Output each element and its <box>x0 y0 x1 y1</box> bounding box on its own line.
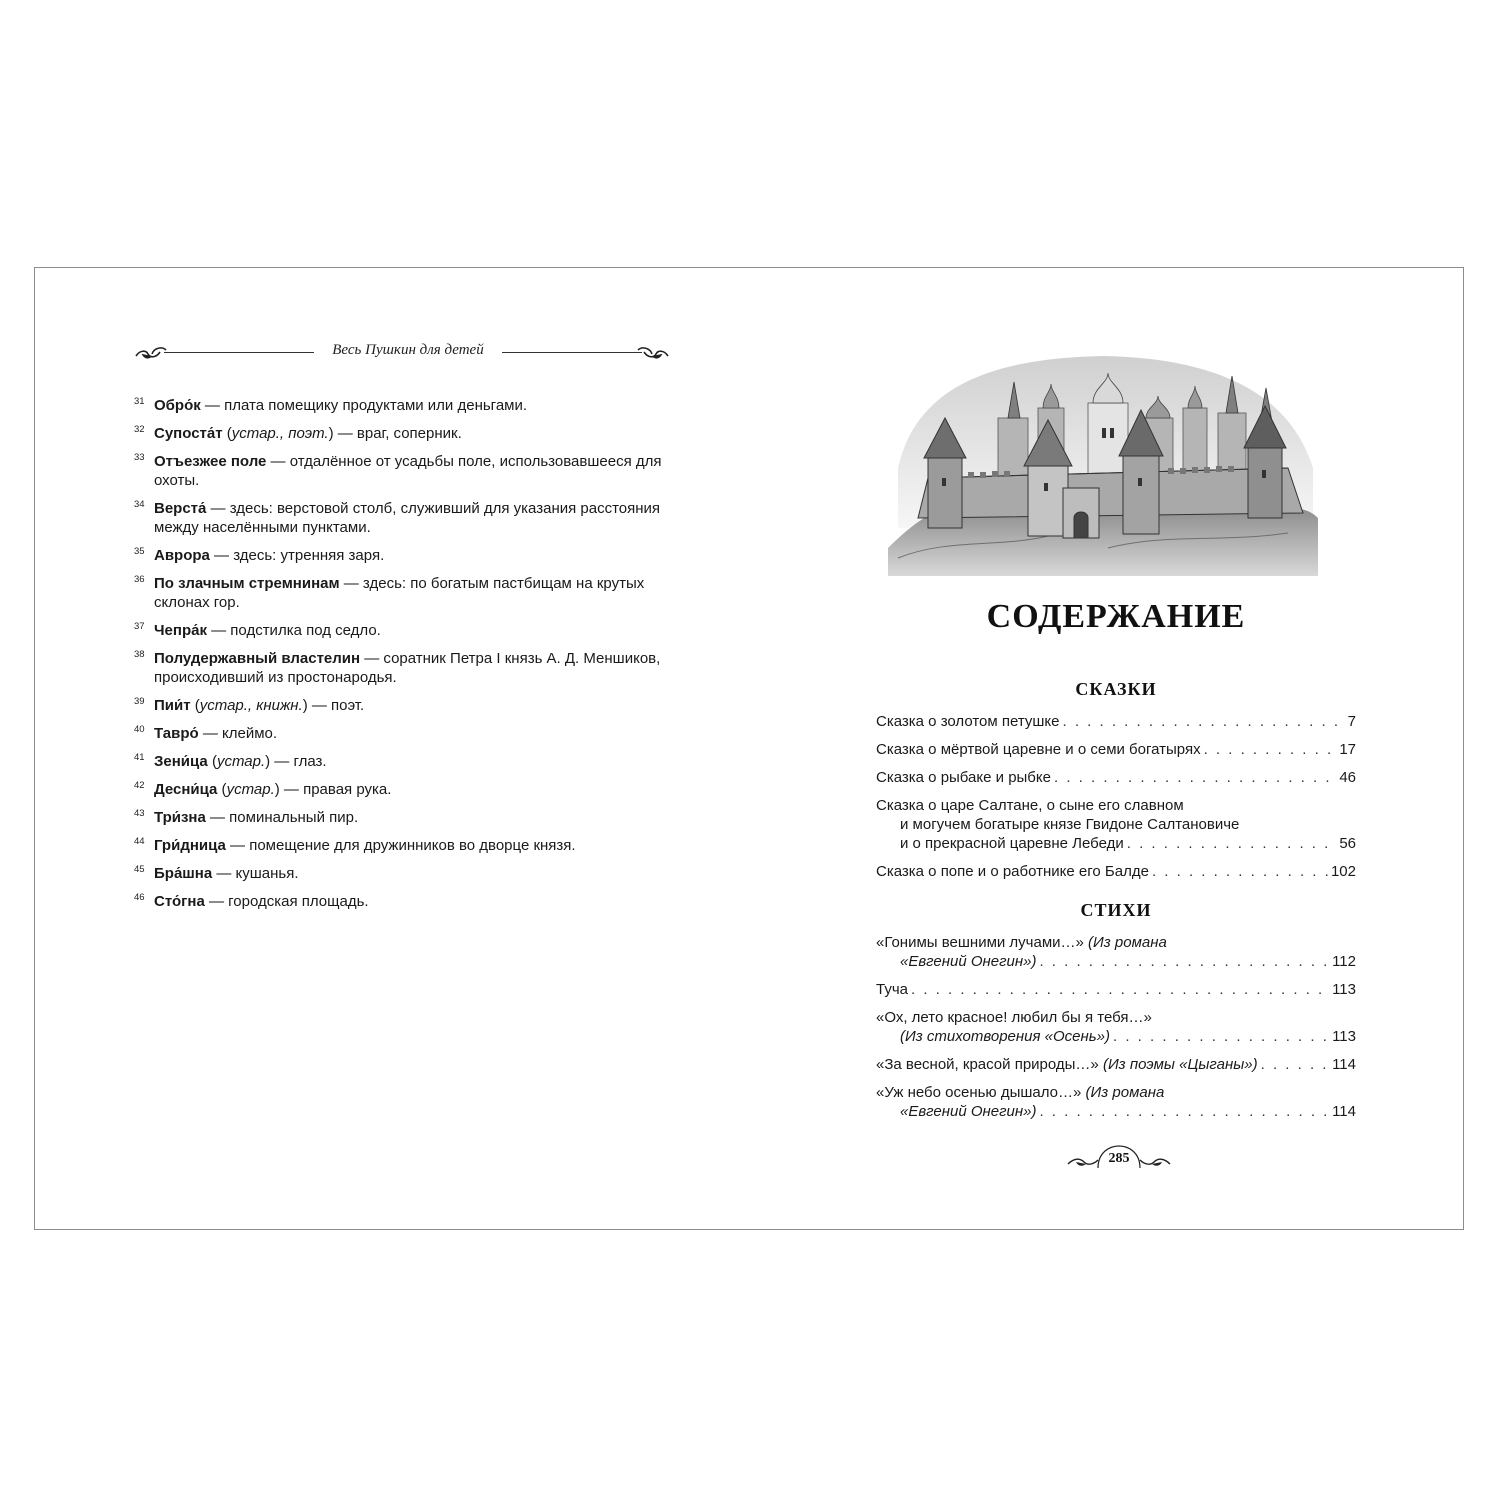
footnote-item <box>134 864 670 883</box>
toc-entry-title: «Уж небо осенью дышало…» <box>876 1084 1082 1101</box>
footnote-item: 39 Пии́т (устар., книжн.) — поэт. <box>134 696 670 715</box>
toc-leader-dots <box>1152 862 1328 881</box>
section-heading-tales: СКАЗКИ <box>1075 679 1157 699</box>
toc-entry <box>876 1083 1356 1121</box>
toc-entry-line <box>876 815 1356 834</box>
toc-list-tales <box>876 712 1356 890</box>
toc-entry <box>876 1008 1356 1046</box>
toc-leader-dots <box>1039 952 1329 971</box>
footnote-item <box>134 452 670 490</box>
footnote-definition: — правая рука. <box>279 781 392 798</box>
footnote-definition: — соратник Петра I князь А. Д. Меншиков, происходивший из простонародья. <box>154 650 661 686</box>
toc-page-number: 113 <box>1332 981 1356 998</box>
footnote-definition: — подстилка под седло. <box>206 622 381 639</box>
toc-entry-source: (Из поэмы «Цыганы») <box>1102 1056 1258 1073</box>
toc-entry-title: Сказка о рыбаке и рыбке <box>876 769 1051 786</box>
footnote-term: Верста́ <box>154 500 207 517</box>
footnote-number: 33 <box>134 452 145 463</box>
toc-page-number: 46 <box>1339 769 1356 786</box>
footnote-definition: — поминальный пир. <box>205 809 359 826</box>
footnote-number: 45 <box>134 864 145 875</box>
toc-leader-dots <box>1113 1027 1329 1046</box>
toc-entry-source: «Евгений Онегин») <box>900 953 1037 970</box>
footnote-term: По злачным стремнинам <box>154 575 340 592</box>
toc-entry-source: «Евгений Онегин») <box>900 1103 1037 1120</box>
toc-entry-line <box>876 768 1356 787</box>
footnote-item <box>134 724 670 743</box>
toc-page-number: 7 <box>1347 713 1356 730</box>
toc-leader-dots <box>911 980 1329 999</box>
footnote-definition: — клеймо. <box>198 725 278 742</box>
toc-entry-line <box>876 1102 1356 1121</box>
page-number-text: 285 <box>1108 1151 1130 1166</box>
footnote-number: 39 <box>134 696 145 707</box>
toc-leader-dots <box>1039 1102 1329 1121</box>
footnote-number: 34 <box>134 499 145 510</box>
footnote-item <box>134 574 670 612</box>
toc-page-number: 17 <box>1339 741 1356 758</box>
footnote-definition: — отдалённое от усадьбы поле, использовавшееся для охоты. <box>154 453 662 489</box>
footnote-usage-label: устар. <box>216 753 266 770</box>
footnote-term: Аврора <box>154 547 210 564</box>
toc-entry-line <box>876 980 1356 999</box>
toc-entry-title: Сказка о царе Салтане, о сыне его славном <box>876 797 1184 814</box>
toc-entry-source: (Из романа <box>1088 934 1167 951</box>
footnote-item: 32 Супоста́т (устар., поэт.) — враг, соперник. <box>134 424 670 443</box>
footnote-number: 43 <box>134 808 145 819</box>
toc-entry-line <box>876 862 1356 881</box>
footnote-term: Полудержавный властелин <box>154 650 361 667</box>
footnote-number: 46 <box>134 892 145 903</box>
footnote-term: Гри́дница <box>154 837 226 854</box>
toc-leader-dots <box>1062 712 1344 731</box>
toc-entry-title: Сказка о попе и о работнике его Балде <box>876 863 1149 880</box>
toc-entry-line <box>876 1055 1356 1074</box>
footnote-definition: — здесь: по богатым пастбищам на крутых склонах гор. <box>154 575 645 611</box>
footnote-term: Супоста́т <box>154 425 223 442</box>
footnote-term: Тавро́ <box>154 725 199 742</box>
contents-title: СОДЕРЖАНИЕ <box>986 598 1246 635</box>
toc-entry-line <box>876 740 1356 759</box>
footnote-term: Чепра́к <box>154 622 207 639</box>
toc-entry-line <box>876 834 1356 853</box>
toc-entry-title: Туча <box>876 981 908 998</box>
toc-entry-line <box>876 712 1356 731</box>
footnote-item <box>134 546 670 565</box>
footnote-term: Бра́шна <box>154 865 213 882</box>
footnote-item: 42 Десни́ца (устар.) — правая рука. <box>134 780 670 799</box>
toc-page-number: 113 <box>1332 1028 1356 1045</box>
toc-entry <box>876 740 1356 759</box>
footnote-usage-label: устар., книжн. <box>199 697 303 714</box>
footnote-term: Зени́ца <box>154 753 208 770</box>
footnote-number: 44 <box>134 836 145 847</box>
footnotes-list <box>134 396 670 920</box>
toc-entry-title: «За весной, красой природы…» <box>876 1056 1099 1073</box>
toc-entry-line <box>876 1027 1356 1046</box>
toc-entry-line <box>876 796 1356 815</box>
toc-entry-title: и о прекрасной царевне Лебеди <box>900 835 1124 852</box>
toc-page-number: 56 <box>1339 835 1356 852</box>
section-heading-poems: СТИХИ <box>1080 900 1152 920</box>
footnote-number: 40 <box>134 724 145 735</box>
footnote-term: Обро́к <box>154 397 201 414</box>
footnote-number: 37 <box>134 621 145 632</box>
footnote-number: 42 <box>134 780 145 791</box>
running-head <box>134 340 670 364</box>
footnote-definition: — кушанья. <box>212 865 299 882</box>
toc-entry-title: и могучем богатыре князе Гвидоне Салтановиче <box>900 816 1240 833</box>
footnote-item <box>134 836 670 855</box>
toc-entry-line <box>876 1083 1356 1102</box>
footnote-term: Отъезжее поле <box>154 453 267 470</box>
footnote-item <box>134 808 670 827</box>
footnote-number: 32 <box>134 424 145 435</box>
page-number <box>1066 1142 1172 1178</box>
toc-entry <box>876 712 1356 731</box>
footnote-number: 41 <box>134 752 145 763</box>
toc-entry <box>876 980 1356 999</box>
toc-leader-dots <box>1261 1055 1329 1074</box>
toc-entry-title: Сказка о мёртвой царевне и о семи богатырях <box>876 741 1201 758</box>
toc-leader-dots <box>1127 834 1337 853</box>
footnote-definition: — здесь: утренняя заря. <box>209 547 385 564</box>
footnote-item <box>134 396 670 415</box>
footnote-usage-label: устар., поэт. <box>231 425 329 442</box>
toc-page-number: 102 <box>1330 863 1356 880</box>
footnote-item <box>134 649 670 687</box>
footnote-item <box>134 892 670 911</box>
footnote-number: 31 <box>134 396 145 407</box>
toc-entry <box>876 796 1356 853</box>
footnote-term: Сто́гна <box>154 893 205 910</box>
toc-entry <box>876 768 1356 787</box>
right-flourish-icon <box>636 342 670 364</box>
toc-entry <box>876 862 1356 881</box>
toc-entry-line <box>876 1008 1356 1027</box>
toc-leader-dots <box>1204 740 1337 759</box>
footnote-definition: — здесь: верстовой столб, служивший для указания расстояния между населёнными пунктами. <box>154 500 661 536</box>
left-flourish-icon <box>134 342 168 364</box>
toc-page-number: 112 <box>1332 953 1356 970</box>
toc-entry-line <box>876 933 1356 952</box>
footnote-term: Пии́т <box>154 697 191 714</box>
toc-page-number: 114 <box>1332 1103 1356 1120</box>
footnote-definition: — поэт. <box>307 697 365 714</box>
footnote-definition: — глаз. <box>270 753 327 770</box>
running-head-title: Весь Пушкин для детей <box>332 342 484 358</box>
toc-leader-dots <box>1054 768 1336 787</box>
footnote-usage-label: устар. <box>226 781 275 798</box>
toc-page-number: 114 <box>1332 1056 1356 1073</box>
footnote-definition: — помещение для дружинников во дворце князя. <box>225 837 576 854</box>
running-head-rule-right <box>502 352 642 353</box>
toc-entry-title: Сказка о золотом петушке <box>876 713 1060 730</box>
toc-entry <box>876 1055 1356 1074</box>
footnote-item <box>134 621 670 640</box>
footnote-term: Три́зна <box>154 809 206 826</box>
footnote-item: 41 Зени́ца (устар.) — глаз. <box>134 752 670 771</box>
footnote-definition: — городская площадь. <box>204 893 369 910</box>
toc-entry <box>876 933 1356 971</box>
footnote-term: Десни́ца <box>154 781 218 798</box>
footnote-definition: — враг, соперник. <box>333 425 462 442</box>
toc-entry-title: «Ох, лето красное! любил бы я тебя…» <box>876 1009 1152 1026</box>
toc-list-poems <box>876 933 1356 1130</box>
footnote-definition: — плата помещику продуктами или деньгами. <box>200 397 528 414</box>
toc-entry-source: (Из романа <box>1085 1084 1165 1101</box>
kremlin-illustration <box>888 348 1318 576</box>
footnote-number: 36 <box>134 574 145 585</box>
toc-entry-source: (Из стихотворения «Осень») <box>900 1028 1111 1045</box>
toc-entry-line <box>876 952 1356 971</box>
toc-entry-title: «Гонимы вешними лучами…» <box>876 934 1084 951</box>
running-head-rule-left <box>164 352 314 353</box>
footnote-item <box>134 499 670 537</box>
footnote-number: 35 <box>134 546 145 557</box>
footnote-number: 38 <box>134 649 145 660</box>
